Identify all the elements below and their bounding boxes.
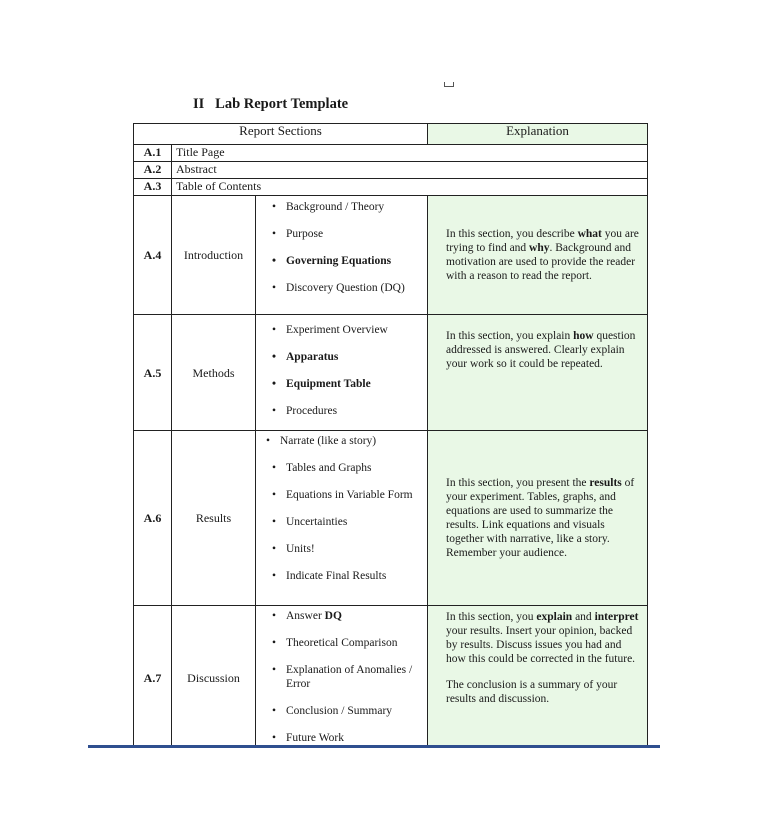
explanation-text: In this section, you explain and interpret your results. Insert your opinion, backed by results. Discuss issues you had and how this could be corrected in the future. <box>446 611 639 665</box>
row-name: Title Page <box>172 145 648 162</box>
table-header-row <box>134 124 648 145</box>
row-id: A.6 <box>134 431 172 606</box>
bottom-rule <box>88 745 660 748</box>
header-report-sections: Report Sections <box>134 124 428 145</box>
row-name: Introduction <box>172 196 256 315</box>
row-name: Abstract <box>172 162 648 179</box>
list-item: • Discovery Question (DQ) <box>272 281 423 295</box>
list-item: • Uncertainties <box>272 515 423 529</box>
page-crop <box>0 748 767 820</box>
row-name: Methods <box>172 315 256 431</box>
list-item: • Equipment Table <box>272 377 423 391</box>
subsection-list-cell <box>256 431 428 606</box>
list-item: • Theoretical Comparison <box>272 636 423 650</box>
table-row <box>134 606 648 750</box>
row-id: A.3 <box>134 179 172 196</box>
list-item: • Equations in Variable Form <box>272 488 423 502</box>
list-item: • Experiment Overview <box>272 323 423 337</box>
explanation-text: In this section, you describe what you are trying to find and why. Background and motivation are used to provide the reader with a reason to read the report. <box>446 228 639 282</box>
header-explanation: Explanation <box>428 124 648 145</box>
list-item: • Apparatus <box>272 350 423 364</box>
explanation-cell <box>428 196 648 315</box>
explanation-cell <box>428 315 648 431</box>
row-name: Discussion <box>172 606 256 750</box>
subsection-list-cell <box>256 196 428 315</box>
row-name: Results <box>172 431 256 606</box>
explanation-cell <box>428 431 648 606</box>
row-name: Table of Contents <box>172 179 648 196</box>
subsection-list <box>260 200 423 295</box>
row-id: A.5 <box>134 315 172 431</box>
page-title: II Lab Report Template <box>193 96 349 112</box>
list-item: • Governing Equations <box>272 254 423 268</box>
list-item: • Tables and Graphs <box>272 461 423 475</box>
subsection-list <box>260 609 423 745</box>
subsection-list <box>260 323 423 418</box>
explanation-text: The conclusion is a summary of your results and discussion. <box>446 679 618 705</box>
row-id: A.1 <box>134 145 172 162</box>
list-item: • Procedures <box>272 404 423 418</box>
list-item: • Future Work <box>272 731 423 745</box>
list-item: • Conclusion / Summary <box>272 704 423 718</box>
list-item: • Purpose <box>272 227 423 241</box>
table-row <box>134 196 648 315</box>
list-item: • Units! <box>272 542 423 556</box>
row-id: A.7 <box>134 606 172 750</box>
subsection-list-cell <box>256 315 428 431</box>
subsection-list-cell <box>256 606 428 750</box>
explanation-text: In this section, you explain how question addressed is answered. Clearly explain your work so it could be repeated. <box>446 330 636 370</box>
list-item: • Indicate Final Results <box>272 569 423 583</box>
list-item: • Explanation of Anomalies / Error <box>272 663 423 691</box>
lab-report-table <box>133 123 648 750</box>
explanation-text: In this section, you present the results of your experiment. Tables, graphs, and equations are used to summarize the results. Link equations and visuals together with narrative, like a story. Remember your audience. <box>446 477 635 559</box>
table-row <box>134 145 648 162</box>
table-row <box>134 431 648 606</box>
table-row <box>134 315 648 431</box>
table-row <box>134 162 648 179</box>
list-item: • Background / Theory <box>272 200 423 214</box>
list-item: • Narrate (like a story) <box>266 434 423 448</box>
list-item: • Answer DQ <box>272 609 423 623</box>
row-id: A.2 <box>134 162 172 179</box>
table-row <box>134 179 648 196</box>
row-id: A.4 <box>134 196 172 315</box>
corner-mark <box>444 82 454 87</box>
explanation-cell <box>428 606 648 750</box>
subsection-list <box>260 434 423 583</box>
